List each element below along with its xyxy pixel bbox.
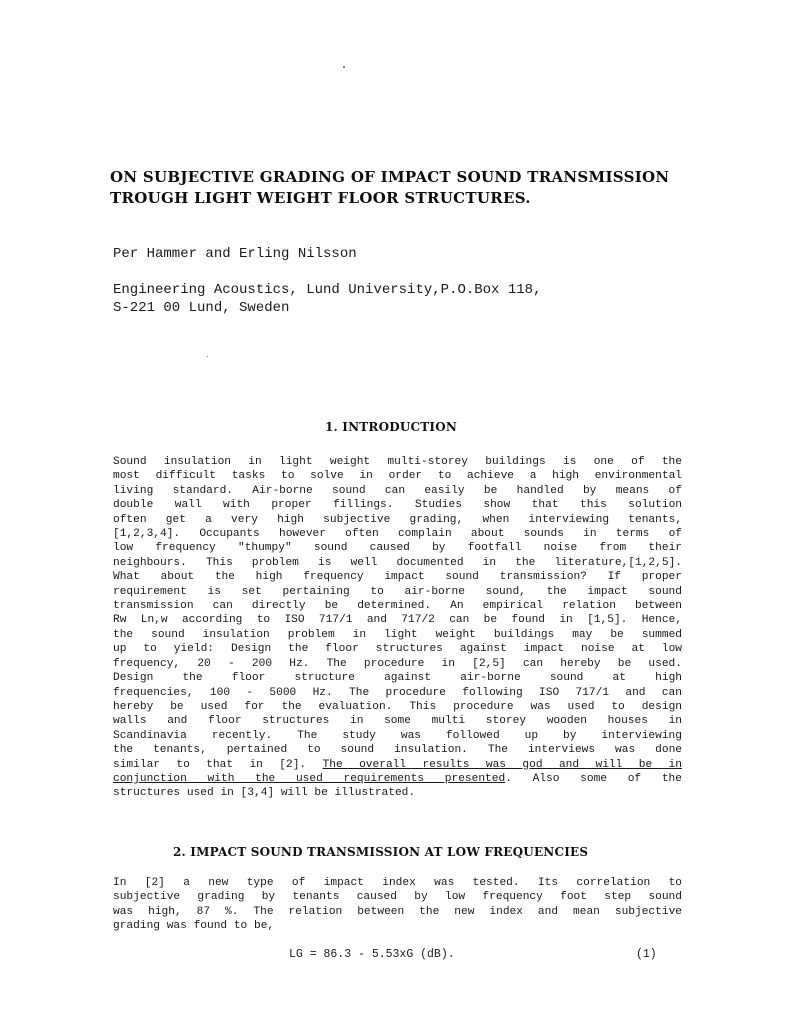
title-line-2: TROUGH LIGHT WEIGHT FLOOR STRUCTURES. <box>110 189 531 207</box>
paragraph-line: walls and floor structures in some multi storey wooden houses in <box>113 715 682 728</box>
paragraph-line: Design the floor structure against air-borne sound at high <box>113 672 682 685</box>
line-text: similar to that in [2]. <box>113 758 323 771</box>
paragraph-line: transmission can directly be determined. An empirical relation between <box>113 600 682 613</box>
paragraph-line: What about the high frequency impact sound transmission? If proper <box>113 571 682 584</box>
section-2-paragraph <box>113 876 682 934</box>
paragraph-line: living standard. Air-borne sound can easily be handled by means of <box>113 484 682 497</box>
paragraph-line <box>113 772 682 786</box>
paragraph-line: In [2] a new type of impact index was tested. Its correlation to <box>113 877 682 889</box>
equation: LG = 86.3 - 5.53xG (dB). <box>289 948 455 961</box>
paragraph-line: hereby be used for the evaluation. This procedure was used to design <box>113 700 682 713</box>
scan-speck <box>207 356 208 357</box>
paragraph-line: the tenants, pertained to sound insulation. The interviews was done <box>113 744 682 757</box>
paragraph-line: the sound insulation problem in light weight buildings may be summed <box>113 628 682 641</box>
affiliation <box>113 281 541 317</box>
section-2-heading: 2. IMPACT SOUND TRANSMISSION AT LOW FREQUENCIES <box>173 845 589 859</box>
paper-title <box>110 167 710 209</box>
underlined-text: The overall results was god and will be in <box>322 758 682 771</box>
paragraph-line <box>113 758 682 772</box>
paragraph-line: often get a very high subjective grading, when interviewing tenants, <box>113 513 682 526</box>
paragraph-line: subjective grading by tenants caused by low frequency foot step sound <box>113 891 682 904</box>
paragraph-line: Sound insulation in light weight multi-storey buildings is one of the <box>113 456 682 468</box>
paragraph-line: Scandinavia recently. The study was followed up by interviewing <box>113 729 682 742</box>
section-1-paragraph <box>113 455 682 801</box>
paragraph-line: was high, 87 %. The relation between the new index and mean subjective <box>113 905 682 918</box>
equation-number: (1) <box>636 948 657 961</box>
paragraph-line: low frequency "thumpy" sound caused by footfall noise from their <box>113 542 682 555</box>
paragraph-line: frequency, 20 - 200 Hz. The procedure in [2,5] can hereby be used. <box>113 657 682 670</box>
paragraph-line: Rw Ln,w according to ISO 717/1 and 717/2 can be found in [1,5]. Hence, <box>113 614 682 627</box>
paragraph-line: structures used in [3,4] will be illustrated. <box>113 787 416 800</box>
paragraph-line: requirement is set pertaining to air-borne sound, the impact sound <box>113 585 682 598</box>
line-text: . Also some of the <box>505 772 682 785</box>
affiliation-line-1: Engineering Acoustics, Lund University,P.O.Box 118, <box>113 282 542 298</box>
paragraph-line: grading was found to be, <box>113 920 275 933</box>
paragraph-line: up to yield: Design the floor structures against impact noise at low <box>113 643 682 656</box>
affiliation-line-2: S-221 00 Lund, Sweden <box>113 300 290 316</box>
section-1-heading: 1. INTRODUCTION <box>325 420 458 434</box>
scan-speck <box>343 66 345 68</box>
paragraph-line: double wall with proper fillings. Studies show that this solution <box>113 499 682 512</box>
authors: Per Hammer and Erling Nilsson <box>113 246 357 262</box>
underlined-text: conjunction with the used requirements presented <box>113 772 506 785</box>
title-line-1: ON SUBJECTIVE GRADING OF IMPACT SOUND TRANSMISSION <box>110 168 670 186</box>
paragraph-line: most difficult tasks to solve in order to achieve a high environmental <box>113 470 682 483</box>
paragraph-line: [1,2,3,4]. Occupants however often complain about sounds in terms of <box>113 528 682 541</box>
paragraph-line: neighbours. This problem is well documented in the literature,[1,2,5]. <box>113 556 682 569</box>
paragraph-line: frequencies, 100 - 5000 Hz. The procedure following ISO 717/1 and can <box>113 686 682 699</box>
